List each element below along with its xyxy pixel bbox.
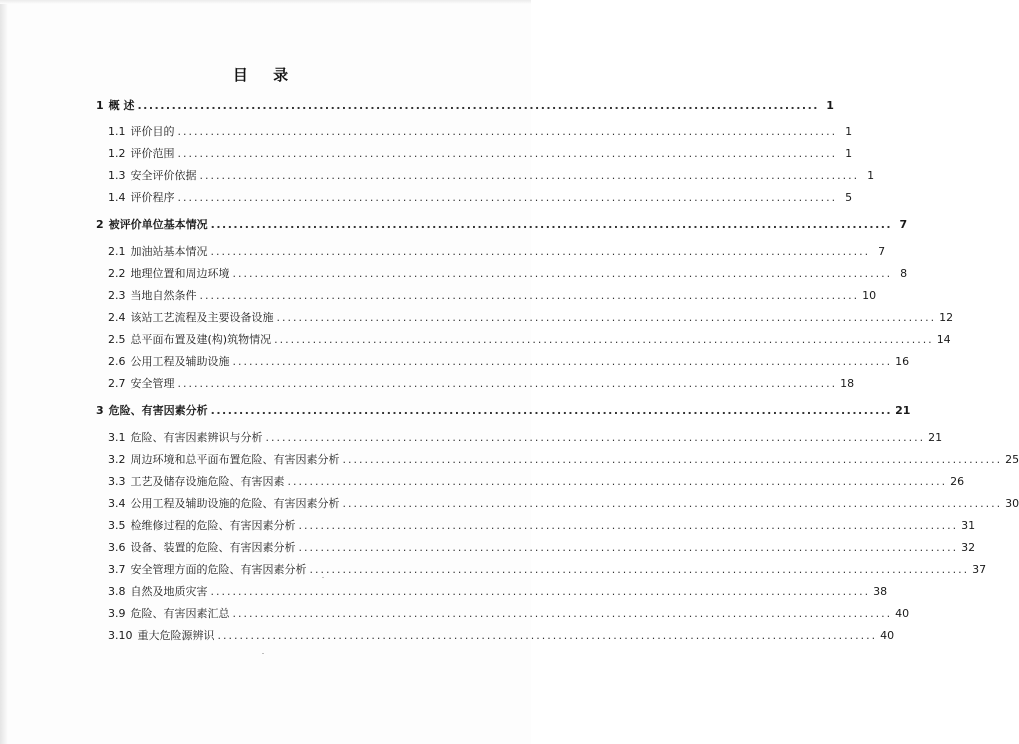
toc-entry-page-number: 14 bbox=[936, 333, 951, 346]
toc-entry-number: 3.3 bbox=[108, 475, 126, 488]
toc-section-entry[interactable] bbox=[96, 495, 1019, 513]
toc-dot-leader: ........................................................................................................................ bbox=[137, 99, 819, 112]
toc-dot-leader: ........................................................................................................................ bbox=[199, 289, 860, 302]
toc-entry-number: 1.2 bbox=[108, 147, 126, 160]
toc-section-entry[interactable] bbox=[96, 123, 853, 141]
toc-section-entry[interactable] bbox=[96, 287, 877, 305]
toc-entry-page-number: 5 bbox=[845, 191, 853, 204]
toc-entry-label: 加油站基本情况 bbox=[130, 245, 208, 258]
toc-section-entry[interactable] bbox=[96, 473, 965, 491]
toc-entry-label: 评价范围 bbox=[130, 147, 175, 160]
toc-section-entry[interactable] bbox=[96, 243, 886, 261]
toc-entry-label: 评价程序 bbox=[130, 191, 175, 204]
toc-dot-leader: ........................................................................................................................ bbox=[217, 629, 878, 642]
toc-chapter-entry[interactable] bbox=[96, 402, 911, 420]
toc-entry-number: 2.5 bbox=[108, 333, 126, 346]
toc-entry-page-number: 26 bbox=[950, 475, 965, 488]
toc-dot-leader: ........................................................................................................................ bbox=[177, 191, 838, 204]
toc-entry-page-number: 38 bbox=[873, 585, 888, 598]
toc-entry-page-number: 25 bbox=[1005, 453, 1019, 466]
scan-speck bbox=[262, 653, 264, 654]
toc-entry-label: 概 述 bbox=[108, 99, 135, 112]
toc-section-entry[interactable] bbox=[96, 561, 987, 579]
toc-dot-leader: ........................................................................................................................ bbox=[177, 377, 838, 390]
toc-dot-leader: ........................................................................................................................ bbox=[287, 475, 948, 488]
toc-entry-label: 危险、有害因素辨识与分析 bbox=[130, 431, 263, 444]
toc-section-entry[interactable] bbox=[96, 451, 1019, 469]
toc-dot-leader: ........................................................................................................................ bbox=[298, 519, 959, 532]
toc-dot-leader: ........................................................................................................................ bbox=[232, 607, 893, 620]
toc-dot-leader: ........................................................................................................................ bbox=[309, 563, 970, 576]
toc-entry-page-number: 40 bbox=[895, 607, 910, 620]
toc-entry-label: 安全评价依据 bbox=[130, 169, 197, 182]
toc-entry-page-number: 8 bbox=[900, 267, 908, 280]
toc-section-entry[interactable] bbox=[96, 539, 976, 557]
toc-dot-leader: ........................................................................................................................ bbox=[210, 245, 871, 258]
toc-entry-page-number: 7 bbox=[899, 218, 908, 231]
toc-section-entry[interactable] bbox=[96, 517, 976, 535]
toc-section-entry[interactable] bbox=[96, 145, 853, 163]
toc-entry-page-number: 40 bbox=[880, 629, 895, 642]
toc-entry-label: 设备、装置的危险、有害因素分析 bbox=[130, 541, 296, 554]
toc-dot-leader: ........................................................................................................................ bbox=[342, 497, 1003, 510]
page-shadow-left bbox=[0, 0, 8, 744]
toc-entry-number: 3.1 bbox=[108, 431, 126, 444]
toc-entry-page-number: 37 bbox=[972, 563, 987, 576]
toc-dot-leader: ........................................................................................................................ bbox=[265, 431, 926, 444]
toc-entry-label: 地理位置和周边环境 bbox=[130, 267, 230, 280]
toc-entry-number: 3.10 bbox=[108, 629, 133, 642]
toc-entry-page-number: 1 bbox=[826, 99, 834, 112]
toc-dot-leader: ........................................................................................................................ bbox=[298, 541, 959, 554]
toc-entry-label: 检维修过程的危险、有害因素分析 bbox=[130, 519, 296, 532]
toc-section-entry[interactable] bbox=[96, 189, 853, 207]
toc-section-entry[interactable] bbox=[96, 353, 910, 371]
toc-entry-label: 评价目的 bbox=[130, 125, 175, 138]
toc-dot-leader: ........................................................................................................................ bbox=[274, 333, 934, 346]
toc-entry-page-number: 10 bbox=[862, 289, 877, 302]
toc-entry-number: 1.4 bbox=[108, 191, 126, 204]
toc-entry-page-number: 21 bbox=[895, 404, 911, 417]
toc-entry-page-number: 31 bbox=[961, 519, 976, 532]
toc-entry-page-number: 18 bbox=[840, 377, 855, 390]
toc-entry-label: 该站工艺流程及主要设备设施 bbox=[130, 311, 274, 324]
toc-entry-label: 自然及地质灾害 bbox=[130, 585, 208, 598]
page-shadow-top bbox=[0, 0, 531, 4]
toc-entry-page-number: 1 bbox=[867, 169, 875, 182]
toc-entry-page-number: 1 bbox=[845, 147, 853, 160]
toc-section-entry[interactable] bbox=[96, 375, 855, 393]
toc-entry-label: 安全管理方面的危险、有害因素分析 bbox=[130, 563, 307, 576]
toc-entry-label: 工艺及储存设施危险、有害因素 bbox=[130, 475, 285, 488]
toc-chapter-entry[interactable] bbox=[96, 216, 908, 234]
toc-entry-number: 1.3 bbox=[108, 169, 126, 182]
toc-entry-number: 3.2 bbox=[108, 453, 126, 466]
toc-entry-label: 重大危险源辨识 bbox=[137, 629, 215, 642]
page-title: 目 录 bbox=[232, 66, 299, 84]
toc-section-entry[interactable] bbox=[96, 605, 910, 623]
toc-entry-number: 2.1 bbox=[108, 245, 126, 258]
toc-entry-number: 3.5 bbox=[108, 519, 126, 532]
toc-entry-page-number: 32 bbox=[961, 541, 976, 554]
toc-entry-number: 3 bbox=[96, 404, 104, 417]
toc-entry-number: 2.2 bbox=[108, 267, 126, 280]
toc-entry-label: 危险、有害因素分析 bbox=[108, 404, 208, 417]
toc-entry-number: 1 bbox=[96, 99, 104, 112]
toc-entry-number: 3.9 bbox=[108, 607, 126, 620]
toc-entry-number: 3.6 bbox=[108, 541, 126, 554]
toc-entry-label: 公用工程及辅助设施的危险、有害因素分析 bbox=[130, 497, 340, 510]
toc-dot-leader: ........................................................................................................................ bbox=[232, 355, 893, 368]
toc-entry-label: 被评价单位基本情况 bbox=[108, 218, 208, 231]
toc-section-entry[interactable] bbox=[96, 167, 875, 185]
toc-dot-leader: ........................................................................................................................ bbox=[210, 218, 893, 231]
scan-speck bbox=[322, 577, 324, 578]
toc-section-entry[interactable] bbox=[96, 627, 895, 645]
toc-dot-leader: ........................................................................................................................ bbox=[232, 267, 893, 280]
toc-section-entry[interactable] bbox=[96, 583, 888, 601]
toc-entry-number: 1.1 bbox=[108, 125, 126, 138]
toc-entry-number: 3.4 bbox=[108, 497, 126, 510]
toc-entry-number: 2.4 bbox=[108, 311, 126, 324]
toc-entry-label: 当地自然条件 bbox=[130, 289, 197, 302]
toc-dot-leader: ........................................................................................................................ bbox=[210, 404, 893, 417]
toc-section-entry[interactable] bbox=[96, 429, 943, 447]
toc-entry-label: 周边环境和总平面布置危险、有害因素分析 bbox=[130, 453, 340, 466]
toc-entry-number: 2.7 bbox=[108, 377, 126, 390]
toc-entry-number: 2 bbox=[96, 218, 104, 231]
toc-dot-leader: ........................................................................................................................ bbox=[342, 453, 1003, 466]
toc-chapter-entry[interactable] bbox=[96, 97, 834, 115]
toc-entry-number: 3.7 bbox=[108, 563, 126, 576]
toc-entry-page-number: 21 bbox=[928, 431, 943, 444]
toc-section-entry[interactable] bbox=[96, 309, 954, 327]
toc-section-entry[interactable] bbox=[96, 265, 908, 283]
toc-entry-number: 2.3 bbox=[108, 289, 126, 302]
toc-dot-leader: ........................................................................................................................ bbox=[210, 585, 871, 598]
toc-entry-page-number: 12 bbox=[939, 311, 954, 324]
toc-entry-label: 公用工程及辅助设施 bbox=[130, 355, 230, 368]
toc-dot-leader: ........................................................................................................................ bbox=[177, 125, 838, 138]
toc-entry-page-number: 30 bbox=[1005, 497, 1019, 510]
toc-dot-leader: ........................................................................................................................ bbox=[177, 147, 838, 160]
toc-entry-label: 总平面布置及建(构)筑物情况 bbox=[130, 333, 272, 346]
toc-section-entry[interactable] bbox=[96, 331, 951, 349]
toc-entry-label: 危险、有害因素汇总 bbox=[130, 607, 230, 620]
toc-entry-page-number: 16 bbox=[895, 355, 910, 368]
toc-entry-number: 2.6 bbox=[108, 355, 126, 368]
toc-entry-label: 安全管理 bbox=[130, 377, 175, 390]
toc-dot-leader: ........................................................................................................................ bbox=[276, 311, 937, 324]
toc-entry-page-number: 7 bbox=[878, 245, 886, 258]
toc-entry-number: 3.8 bbox=[108, 585, 126, 598]
toc-entry-page-number: 1 bbox=[845, 125, 853, 138]
toc-dot-leader: ........................................................................................................................ bbox=[199, 169, 860, 182]
